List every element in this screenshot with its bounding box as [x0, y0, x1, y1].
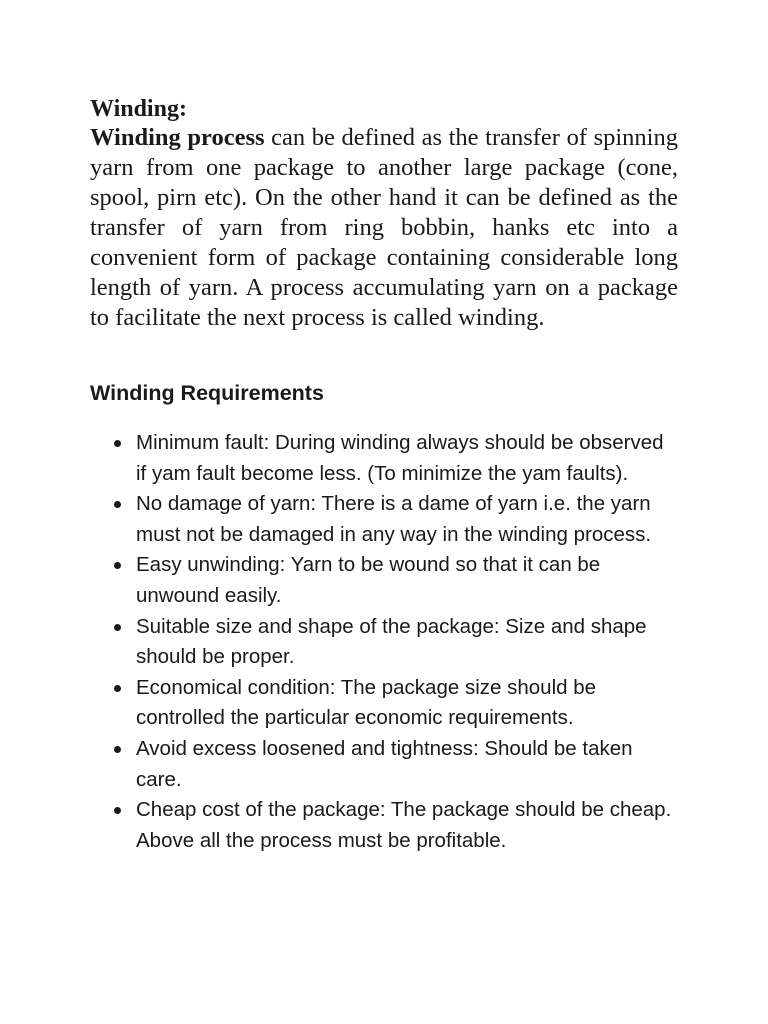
bullet-icon	[114, 501, 121, 508]
requirements-heading: Winding Requirements	[90, 381, 324, 405]
list-item-text: Suitable size and shape of the package: Size and shape should be proper.	[136, 614, 647, 669]
list-item-text: Economical condition: The package size should be controlled the particular economic requirements.	[136, 675, 597, 730]
list-item-text: Minimum fault: During winding always should be observed if yam fault become less. (To minimize the yam faults).	[136, 431, 664, 485]
list-item-text: No damage of yarn: There is a dame of yarn i.e. the yarn must not be damaged in any way in the winding process.	[136, 492, 652, 546]
bullet-icon	[114, 685, 121, 692]
intro-paragraph	[90, 123, 678, 333]
intro-text: can be defined as the transfer of spinning yarn from one package to another large package (cone, spool, pirn etc). On the other hand it can be defined as the transfer of yarn from ring bobbin, hanks etc into a convenient form of package containing considerable long length of yarn. A process accumulating yarn on a package to facilitate the next process is called winding.	[90, 124, 678, 331]
list-item	[114, 550, 674, 611]
bullet-icon	[114, 746, 121, 753]
list-item-text: Easy unwinding: Yarn to be wound so that it can be unwound easily.	[136, 553, 601, 607]
bullet-icon	[114, 562, 121, 569]
section-title: Winding:	[90, 96, 187, 122]
list-item	[114, 673, 674, 734]
bullet-icon	[114, 807, 121, 814]
list-item	[114, 428, 674, 489]
list-item-text: Avoid excess loosened and tightness: Should be taken care.	[136, 736, 633, 791]
bullet-icon	[114, 440, 121, 447]
bullet-icon	[114, 624, 121, 631]
intro-term: Winding process	[90, 124, 265, 151]
list-item	[114, 795, 674, 856]
list-item	[114, 734, 674, 795]
list-item-text: Cheap cost of the package: The package should be cheap. Above all the process must be profitable.	[136, 798, 672, 852]
requirements-list	[114, 428, 674, 856]
list-item	[114, 612, 674, 673]
list-item	[114, 489, 674, 550]
